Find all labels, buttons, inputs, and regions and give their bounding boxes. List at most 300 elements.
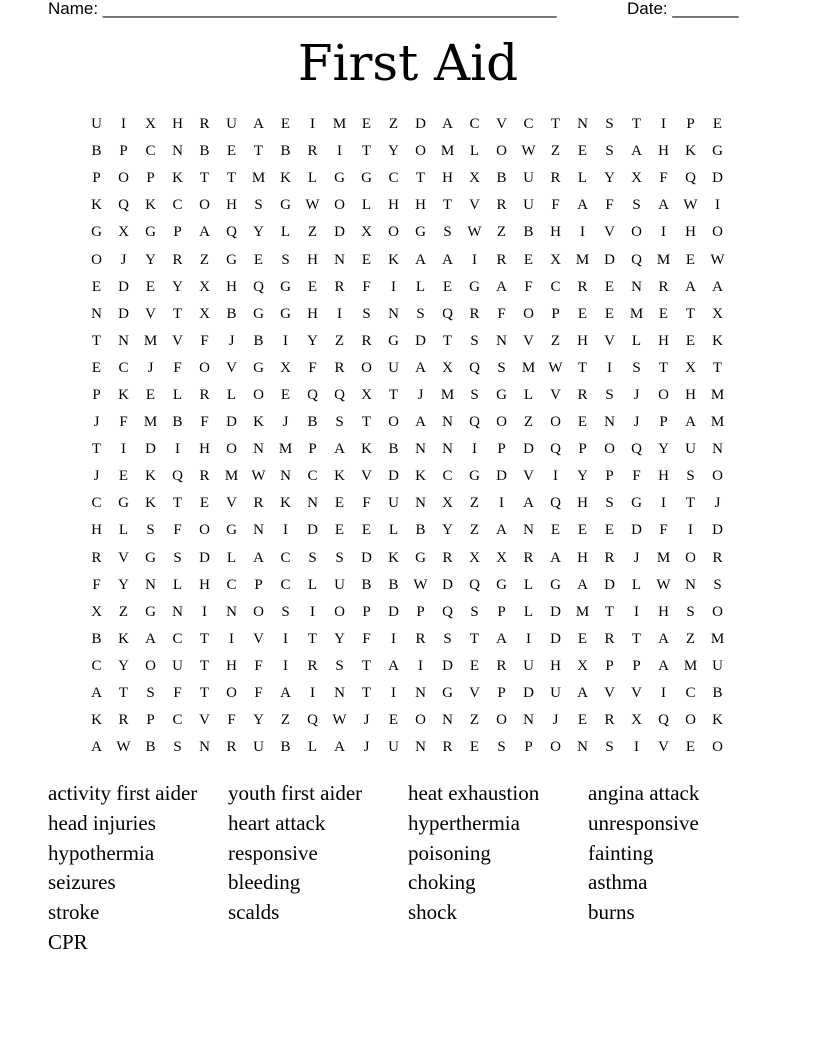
grid-letter[interactable]: E bbox=[199, 495, 210, 512]
grid-letter[interactable]: P bbox=[605, 468, 614, 485]
grid-letter[interactable]: B bbox=[496, 170, 507, 187]
grid-letter[interactable]: Y bbox=[658, 441, 669, 458]
grid-letter[interactable]: J bbox=[120, 251, 127, 268]
grid-letter[interactable]: T bbox=[199, 630, 210, 647]
grid-letter[interactable]: A bbox=[91, 739, 102, 756]
grid-letter[interactable]: G bbox=[550, 576, 561, 593]
grid-letter[interactable]: Q bbox=[469, 359, 480, 376]
grid-letter[interactable]: M bbox=[683, 657, 698, 674]
grid-letter[interactable]: L bbox=[172, 576, 183, 593]
grid-letter[interactable]: N bbox=[523, 712, 534, 729]
grid-letter[interactable]: O bbox=[118, 170, 129, 187]
grid-letter[interactable]: O bbox=[388, 414, 399, 431]
grid-letter[interactable]: S bbox=[443, 630, 452, 647]
grid-letter[interactable]: Q bbox=[469, 414, 480, 431]
grid-letter[interactable]: I bbox=[472, 441, 477, 458]
grid-letter[interactable]: X bbox=[145, 116, 156, 133]
grid-letter[interactable]: N bbox=[307, 495, 318, 512]
grid-letter[interactable]: B bbox=[280, 143, 291, 160]
grid-letter[interactable]: M bbox=[224, 468, 239, 485]
grid-letter[interactable]: O bbox=[712, 224, 723, 241]
grid-letter[interactable]: V bbox=[496, 116, 507, 133]
grid-letter[interactable]: O bbox=[226, 685, 237, 702]
grid-letter[interactable]: H bbox=[685, 386, 696, 403]
grid-letter[interactable]: D bbox=[604, 576, 615, 593]
grid-letter[interactable]: Q bbox=[307, 386, 318, 403]
grid-letter[interactable]: K bbox=[118, 630, 129, 647]
grid-letter[interactable]: P bbox=[254, 576, 263, 593]
grid-letter[interactable]: W bbox=[332, 712, 347, 729]
grid-letter[interactable]: X bbox=[118, 224, 129, 241]
grid-letter[interactable]: R bbox=[253, 495, 264, 512]
grid-letter[interactable]: O bbox=[415, 143, 426, 160]
grid-letter[interactable]: S bbox=[254, 197, 263, 214]
grid-letter[interactable]: V bbox=[361, 468, 372, 485]
grid-letter[interactable]: A bbox=[577, 576, 588, 593]
grid-letter[interactable]: P bbox=[524, 739, 533, 756]
grid-letter[interactable]: R bbox=[604, 549, 615, 566]
grid-letter[interactable]: E bbox=[226, 143, 237, 160]
grid-letter[interactable]: V bbox=[469, 197, 480, 214]
grid-letter[interactable]: G bbox=[226, 522, 237, 539]
grid-letter[interactable]: V bbox=[604, 685, 615, 702]
grid-letter[interactable]: P bbox=[119, 143, 128, 160]
grid-letter[interactable]: G bbox=[253, 359, 264, 376]
grid-letter[interactable]: B bbox=[307, 414, 318, 431]
grid-letter[interactable]: N bbox=[415, 739, 426, 756]
grid-letter[interactable]: K bbox=[712, 332, 723, 349]
grid-letter[interactable]: H bbox=[577, 549, 588, 566]
grid-letter[interactable]: B bbox=[280, 739, 291, 756]
grid-letter[interactable]: U bbox=[550, 685, 561, 702]
grid-letter[interactable]: B bbox=[145, 739, 156, 756]
grid-letter[interactable]: W bbox=[710, 251, 725, 268]
grid-letter[interactable]: D bbox=[415, 116, 426, 133]
grid-letter[interactable]: N bbox=[442, 712, 453, 729]
grid-letter[interactable]: M bbox=[521, 359, 536, 376]
grid-letter[interactable]: E bbox=[550, 522, 561, 539]
grid-letter[interactable]: J bbox=[363, 712, 370, 729]
grid-letter[interactable]: P bbox=[92, 170, 101, 187]
grid-letter[interactable]: B bbox=[523, 224, 534, 241]
grid-letter[interactable]: A bbox=[712, 278, 723, 295]
grid-letter[interactable]: H bbox=[658, 468, 669, 485]
grid-letter[interactable]: Z bbox=[685, 630, 696, 647]
grid-letter[interactable]: A bbox=[658, 197, 669, 214]
grid-letter[interactable]: K bbox=[145, 495, 156, 512]
grid-letter[interactable]: K bbox=[685, 143, 696, 160]
grid-letter[interactable]: Q bbox=[226, 224, 237, 241]
grid-letter[interactable]: V bbox=[199, 712, 210, 729]
grid-letter[interactable]: N bbox=[280, 468, 291, 485]
grid-letter[interactable]: U bbox=[253, 739, 264, 756]
grid-letter[interactable]: I bbox=[121, 441, 126, 458]
grid-letter[interactable]: I bbox=[202, 603, 207, 620]
grid-letter[interactable]: Y bbox=[334, 630, 345, 647]
grid-letter[interactable]: H bbox=[226, 278, 237, 295]
grid-letter[interactable]: G bbox=[334, 170, 345, 187]
grid-letter[interactable]: U bbox=[712, 657, 723, 674]
grid-letter[interactable]: H bbox=[199, 441, 210, 458]
grid-letter[interactable]: A bbox=[253, 549, 264, 566]
grid-letter[interactable]: A bbox=[523, 495, 534, 512]
grid-letter[interactable]: E bbox=[145, 386, 156, 403]
grid-letter[interactable]: F bbox=[551, 197, 560, 214]
grid-letter[interactable]: M bbox=[332, 116, 347, 133]
grid-letter[interactable]: S bbox=[686, 603, 695, 620]
grid-letter[interactable]: D bbox=[712, 170, 723, 187]
grid-letter[interactable]: L bbox=[469, 143, 480, 160]
grid-letter[interactable]: A bbox=[577, 197, 588, 214]
grid-letter[interactable]: R bbox=[577, 386, 588, 403]
grid-letter[interactable]: G bbox=[469, 468, 480, 485]
grid-letter[interactable]: R bbox=[658, 278, 669, 295]
grid-letter[interactable]: V bbox=[172, 332, 183, 349]
grid-letter[interactable]: P bbox=[362, 603, 371, 620]
grid-letter[interactable]: H bbox=[658, 603, 669, 620]
grid-letter[interactable]: O bbox=[496, 414, 507, 431]
grid-letter[interactable]: O bbox=[91, 251, 102, 268]
grid-letter[interactable]: L bbox=[631, 332, 642, 349]
grid-letter[interactable]: M bbox=[710, 386, 725, 403]
grid-letter[interactable]: H bbox=[226, 197, 237, 214]
grid-letter[interactable]: T bbox=[91, 332, 102, 349]
grid-letter[interactable]: Q bbox=[118, 197, 129, 214]
grid-letter[interactable]: J bbox=[93, 414, 100, 431]
grid-letter[interactable]: V bbox=[550, 386, 561, 403]
grid-letter[interactable]: M bbox=[251, 170, 266, 187]
grid-letter[interactable]: G bbox=[631, 495, 642, 512]
grid-letter[interactable]: O bbox=[199, 197, 210, 214]
grid-letter[interactable]: L bbox=[118, 522, 129, 539]
grid-letter[interactable]: H bbox=[658, 143, 669, 160]
grid-letter[interactable]: G bbox=[253, 305, 264, 322]
grid-letter[interactable]: G bbox=[496, 576, 507, 593]
grid-letter[interactable]: C bbox=[523, 116, 534, 133]
grid-letter[interactable]: F bbox=[659, 522, 668, 539]
grid-letter[interactable]: T bbox=[577, 359, 588, 376]
grid-letter[interactable]: D bbox=[442, 576, 453, 593]
grid-letter[interactable]: J bbox=[282, 414, 289, 431]
grid-letter[interactable]: M bbox=[575, 251, 590, 268]
grid-letter[interactable]: T bbox=[199, 170, 210, 187]
grid-letter[interactable]: F bbox=[119, 414, 128, 431]
grid-letter[interactable]: G bbox=[280, 278, 291, 295]
grid-letter[interactable]: A bbox=[415, 414, 426, 431]
grid-letter[interactable]: O bbox=[145, 657, 156, 674]
grid-letter[interactable]: U bbox=[388, 495, 399, 512]
grid-letter[interactable]: P bbox=[632, 657, 641, 674]
grid-letter[interactable]: Q bbox=[658, 712, 669, 729]
grid-letter[interactable]: E bbox=[577, 630, 588, 647]
grid-letter[interactable]: A bbox=[415, 359, 426, 376]
grid-letter[interactable]: I bbox=[337, 305, 342, 322]
grid-letter[interactable]: O bbox=[712, 739, 723, 756]
grid-letter[interactable]: E bbox=[145, 278, 156, 295]
grid-letter[interactable]: W bbox=[251, 468, 266, 485]
grid-letter[interactable]: C bbox=[91, 495, 102, 512]
grid-letter[interactable]: U bbox=[685, 441, 696, 458]
grid-letter[interactable]: D bbox=[712, 522, 723, 539]
grid-letter[interactable]: D bbox=[415, 332, 426, 349]
grid-letter[interactable]: R bbox=[199, 116, 210, 133]
grid-letter[interactable]: R bbox=[226, 739, 237, 756]
grid-letter[interactable]: E bbox=[658, 305, 669, 322]
grid-letter[interactable]: I bbox=[283, 522, 288, 539]
grid-letter[interactable]: V bbox=[145, 305, 156, 322]
grid-letter[interactable]: N bbox=[172, 603, 183, 620]
grid-letter[interactable]: F bbox=[173, 685, 182, 702]
grid-letter[interactable]: S bbox=[470, 332, 479, 349]
grid-letter[interactable]: X bbox=[280, 359, 291, 376]
grid-letter[interactable]: V bbox=[604, 332, 615, 349]
grid-letter[interactable]: C bbox=[118, 359, 129, 376]
grid-letter[interactable]: H bbox=[172, 116, 183, 133]
grid-letter[interactable]: I bbox=[661, 495, 666, 512]
grid-letter[interactable]: Q bbox=[685, 170, 696, 187]
grid-letter[interactable]: N bbox=[253, 441, 264, 458]
grid-letter[interactable]: L bbox=[307, 576, 318, 593]
grid-letter[interactable]: S bbox=[416, 305, 425, 322]
grid-letter[interactable]: O bbox=[550, 739, 561, 756]
grid-letter[interactable]: O bbox=[712, 468, 723, 485]
grid-letter[interactable]: A bbox=[442, 116, 453, 133]
grid-letter[interactable]: R bbox=[496, 657, 507, 674]
grid-letter[interactable]: D bbox=[145, 441, 156, 458]
grid-letter[interactable]: V bbox=[118, 549, 129, 566]
grid-letter[interactable]: S bbox=[173, 739, 182, 756]
grid-letter[interactable]: N bbox=[442, 414, 453, 431]
grid-letter[interactable]: E bbox=[280, 386, 291, 403]
grid-letter[interactable]: T bbox=[307, 630, 318, 647]
grid-letter[interactable]: F bbox=[362, 630, 371, 647]
grid-letter[interactable]: A bbox=[496, 278, 507, 295]
grid-letter[interactable]: F bbox=[173, 359, 182, 376]
grid-letter[interactable]: P bbox=[308, 441, 317, 458]
grid-letter[interactable]: T bbox=[604, 603, 615, 620]
grid-letter[interactable]: P bbox=[173, 224, 182, 241]
grid-letter[interactable]: S bbox=[335, 414, 344, 431]
grid-letter[interactable]: G bbox=[91, 224, 102, 241]
grid-letter[interactable]: N bbox=[415, 685, 426, 702]
grid-letter[interactable]: K bbox=[712, 712, 723, 729]
grid-letter[interactable]: Y bbox=[442, 522, 453, 539]
grid-letter[interactable]: N bbox=[334, 685, 345, 702]
grid-letter[interactable]: D bbox=[361, 549, 372, 566]
grid-letter[interactable]: R bbox=[712, 549, 723, 566]
grid-letter[interactable]: M bbox=[575, 603, 590, 620]
grid-letter[interactable]: N bbox=[118, 332, 129, 349]
grid-letter[interactable]: J bbox=[228, 332, 235, 349]
grid-letter[interactable]: E bbox=[577, 414, 588, 431]
grid-letter[interactable]: R bbox=[172, 251, 183, 268]
grid-letter[interactable]: U bbox=[388, 359, 399, 376]
grid-letter[interactable]: R bbox=[91, 549, 102, 566]
grid-letter[interactable]: A bbox=[334, 441, 345, 458]
grid-letter[interactable]: I bbox=[310, 116, 315, 133]
grid-letter[interactable]: K bbox=[253, 414, 264, 431]
grid-letter[interactable]: S bbox=[686, 468, 695, 485]
grid-letter[interactable]: L bbox=[388, 522, 399, 539]
grid-letter[interactable]: S bbox=[281, 603, 290, 620]
grid-letter[interactable]: H bbox=[226, 657, 237, 674]
grid-letter[interactable]: A bbox=[442, 251, 453, 268]
grid-letter[interactable]: S bbox=[173, 549, 182, 566]
grid-letter[interactable]: Q bbox=[172, 468, 183, 485]
grid-letter[interactable]: E bbox=[685, 739, 696, 756]
grid-letter[interactable]: S bbox=[605, 386, 614, 403]
grid-letter[interactable]: A bbox=[496, 522, 507, 539]
grid-letter[interactable]: O bbox=[334, 603, 345, 620]
grid-letter[interactable]: T bbox=[388, 386, 399, 403]
grid-letter[interactable]: B bbox=[253, 332, 264, 349]
grid-letter[interactable]: E bbox=[334, 495, 345, 512]
grid-letter[interactable]: T bbox=[199, 685, 210, 702]
grid-letter[interactable]: P bbox=[146, 170, 155, 187]
grid-letter[interactable]: X bbox=[712, 305, 723, 322]
grid-letter[interactable]: E bbox=[442, 278, 453, 295]
grid-letter[interactable]: K bbox=[280, 495, 291, 512]
grid-letter[interactable]: J bbox=[363, 739, 370, 756]
grid-letter[interactable]: V bbox=[631, 685, 642, 702]
grid-letter[interactable]: A bbox=[334, 739, 345, 756]
grid-letter[interactable]: D bbox=[307, 522, 318, 539]
grid-letter[interactable]: T bbox=[172, 495, 183, 512]
grid-letter[interactable]: G bbox=[496, 386, 507, 403]
grid-letter[interactable]: I bbox=[472, 251, 477, 268]
grid-letter[interactable]: E bbox=[91, 278, 102, 295]
grid-letter[interactable]: H bbox=[307, 251, 318, 268]
grid-letter[interactable]: E bbox=[469, 739, 480, 756]
grid-letter[interactable]: X bbox=[199, 305, 210, 322]
grid-letter[interactable]: R bbox=[334, 359, 345, 376]
grid-letter[interactable]: O bbox=[415, 712, 426, 729]
grid-letter[interactable]: O bbox=[523, 305, 534, 322]
grid-letter[interactable]: O bbox=[496, 712, 507, 729]
grid-letter[interactable]: O bbox=[199, 522, 210, 539]
grid-letter[interactable]: Z bbox=[469, 495, 480, 512]
grid-letter[interactable]: E bbox=[253, 251, 264, 268]
grid-letter[interactable]: C bbox=[226, 576, 237, 593]
grid-letter[interactable]: N bbox=[442, 441, 453, 458]
grid-letter[interactable]: I bbox=[283, 332, 288, 349]
grid-letter[interactable]: B bbox=[172, 414, 183, 431]
grid-letter[interactable]: L bbox=[307, 170, 318, 187]
grid-letter[interactable]: G bbox=[415, 549, 426, 566]
grid-letter[interactable]: D bbox=[550, 603, 561, 620]
grid-letter[interactable]: I bbox=[715, 197, 720, 214]
grid-letter[interactable]: E bbox=[577, 522, 588, 539]
grid-letter[interactable]: C bbox=[172, 630, 183, 647]
grid-letter[interactable]: U bbox=[523, 657, 534, 674]
grid-letter[interactable]: D bbox=[631, 522, 642, 539]
grid-letter[interactable]: R bbox=[442, 739, 453, 756]
grid-letter[interactable]: E bbox=[685, 332, 696, 349]
grid-letter[interactable]: S bbox=[335, 549, 344, 566]
grid-letter[interactable]: H bbox=[415, 197, 426, 214]
grid-letter[interactable]: U bbox=[334, 576, 345, 593]
grid-letter[interactable]: B bbox=[388, 576, 399, 593]
grid-letter[interactable]: I bbox=[553, 468, 558, 485]
grid-letter[interactable]: D bbox=[118, 278, 129, 295]
grid-letter[interactable]: Q bbox=[334, 386, 345, 403]
grid-letter[interactable]: M bbox=[143, 332, 158, 349]
grid-letter[interactable]: Y bbox=[118, 576, 129, 593]
grid-letter[interactable]: T bbox=[199, 657, 210, 674]
grid-letter[interactable]: S bbox=[605, 143, 614, 160]
grid-letter[interactable]: N bbox=[577, 116, 588, 133]
grid-letter[interactable]: W bbox=[656, 576, 671, 593]
grid-letter[interactable]: S bbox=[713, 576, 722, 593]
grid-letter[interactable]: P bbox=[605, 657, 614, 674]
grid-letter[interactable]: A bbox=[253, 116, 264, 133]
grid-letter[interactable]: U bbox=[388, 739, 399, 756]
grid-letter[interactable]: O bbox=[388, 224, 399, 241]
grid-letter[interactable]: T bbox=[685, 495, 696, 512]
grid-letter[interactable]: O bbox=[685, 712, 696, 729]
grid-letter[interactable]: G bbox=[280, 305, 291, 322]
grid-letter[interactable]: V bbox=[523, 468, 534, 485]
grid-letter[interactable]: M bbox=[656, 251, 671, 268]
grid-letter[interactable]: R bbox=[496, 251, 507, 268]
grid-letter[interactable]: X bbox=[631, 712, 642, 729]
grid-letter[interactable]: O bbox=[712, 603, 723, 620]
grid-letter[interactable]: D bbox=[388, 603, 399, 620]
grid-letter[interactable]: U bbox=[226, 116, 237, 133]
grid-letter[interactable]: L bbox=[523, 386, 534, 403]
grid-letter[interactable]: D bbox=[226, 414, 237, 431]
grid-letter[interactable]: A bbox=[550, 549, 561, 566]
grid-letter[interactable]: O bbox=[199, 359, 210, 376]
grid-letter[interactable]: L bbox=[415, 278, 426, 295]
grid-letter[interactable]: O bbox=[658, 386, 669, 403]
grid-letter[interactable]: E bbox=[604, 278, 615, 295]
grid-letter[interactable]: M bbox=[440, 386, 455, 403]
grid-letter[interactable]: Z bbox=[388, 116, 399, 133]
grid-letter[interactable]: B bbox=[226, 305, 237, 322]
grid-letter[interactable]: J bbox=[417, 386, 424, 403]
grid-letter[interactable]: K bbox=[388, 251, 399, 268]
grid-letter[interactable]: I bbox=[337, 143, 342, 160]
grid-letter[interactable]: A bbox=[280, 685, 291, 702]
grid-letter[interactable]: K bbox=[145, 197, 156, 214]
grid-letter[interactable]: S bbox=[497, 359, 506, 376]
grid-letter[interactable]: N bbox=[523, 522, 534, 539]
grid-letter[interactable]: I bbox=[175, 441, 180, 458]
grid-letter[interactable]: Q bbox=[631, 441, 642, 458]
grid-letter[interactable]: C bbox=[172, 712, 183, 729]
grid-letter[interactable]: E bbox=[577, 143, 588, 160]
grid-letter[interactable]: V bbox=[469, 685, 480, 702]
grid-letter[interactable]: H bbox=[388, 197, 399, 214]
grid-letter[interactable]: I bbox=[661, 224, 666, 241]
grid-letter[interactable]: F bbox=[362, 278, 371, 295]
grid-letter[interactable]: G bbox=[469, 278, 480, 295]
grid-letter[interactable]: T bbox=[442, 197, 453, 214]
grid-letter[interactable]: Q bbox=[550, 495, 561, 512]
grid-letter[interactable]: H bbox=[442, 170, 453, 187]
grid-letter[interactable]: K bbox=[388, 549, 399, 566]
grid-letter[interactable]: Q bbox=[631, 251, 642, 268]
grid-letter[interactable]: B bbox=[388, 441, 399, 458]
grid-letter[interactable]: E bbox=[361, 116, 372, 133]
grid-letter[interactable]: F bbox=[173, 522, 182, 539]
grid-letter[interactable]: H bbox=[91, 522, 102, 539]
grid-letter[interactable]: H bbox=[199, 576, 210, 593]
grid-letter[interactable]: S bbox=[605, 495, 614, 512]
grid-letter[interactable]: Z bbox=[523, 414, 534, 431]
grid-letter[interactable]: Z bbox=[550, 332, 561, 349]
